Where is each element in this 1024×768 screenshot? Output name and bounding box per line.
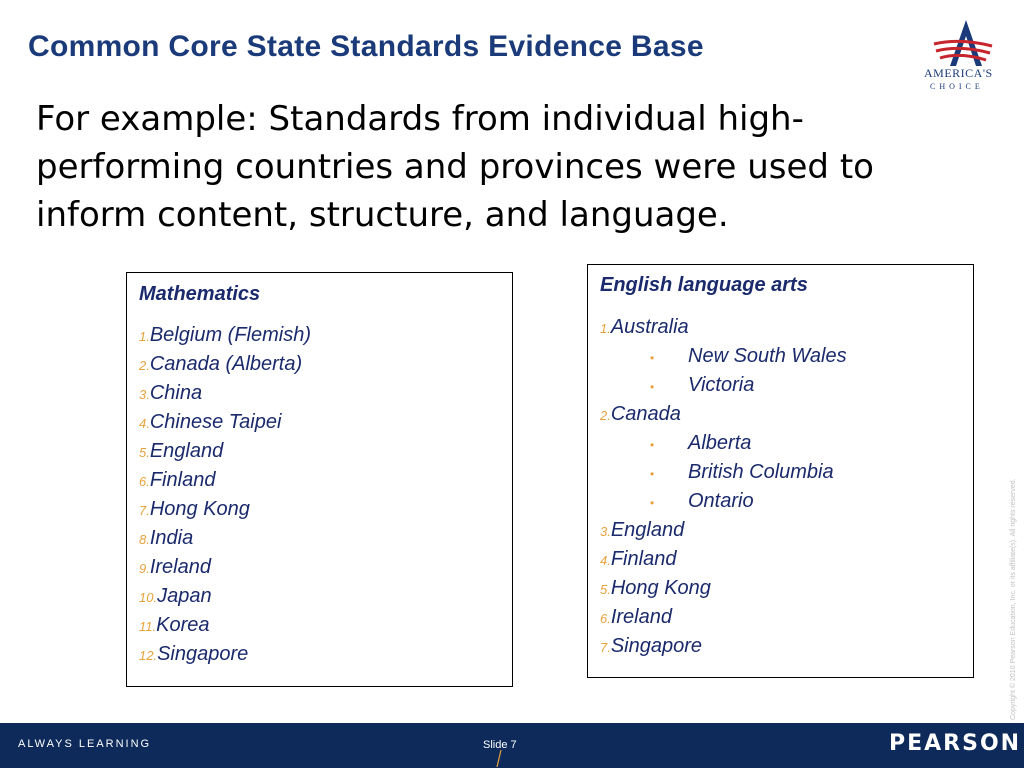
list-label: Ireland (149, 556, 211, 578)
list-label: Singapore (157, 643, 249, 665)
ela-list-item (600, 429, 847, 458)
list-label: Chinese Taipei (149, 411, 282, 433)
ela-list-item (600, 458, 847, 487)
list-number: 3. (600, 524, 611, 539)
list-label: England (610, 519, 685, 541)
ela-list-item (600, 371, 847, 400)
ela-list (600, 313, 847, 661)
ela-list-item (600, 313, 847, 342)
logo-text-americas: AMERICA'S (924, 66, 993, 80)
mathematics-list-item (139, 437, 311, 466)
ela-list-item (600, 487, 847, 516)
ela-list-item (600, 342, 847, 371)
bullet-icon: • (650, 380, 655, 394)
list-number: 6. (139, 474, 150, 489)
ela-heading: English language arts (600, 274, 808, 296)
list-number: 9. (139, 561, 150, 576)
intro-text: For example: Standards from individual high-performing countries and provinces were used to inform content, structure, and language. (36, 99, 874, 235)
list-number: 2. (139, 358, 150, 373)
list-number: 5. (600, 582, 611, 597)
bullet-icon: • (650, 496, 655, 510)
list-number: 6. (600, 611, 611, 626)
list-label: Hong Kong (149, 498, 250, 520)
list-label: Hong Kong (610, 577, 711, 599)
list-label: Ontario (688, 490, 754, 512)
list-label: Ireland (610, 606, 672, 628)
list-label: Japan (157, 585, 212, 607)
ela-list-item (600, 603, 847, 632)
copyright-notice: Copyright © 2010 Pearson Education, Inc. or its affiliate(s). All rights reserved. (1010, 478, 1017, 720)
mathematics-list-item (139, 379, 311, 408)
list-number: 4. (139, 416, 150, 431)
ela-list-item (600, 516, 847, 545)
mathematics-list (139, 321, 311, 669)
mathematics-list-item (139, 524, 311, 553)
mathematics-list-item (139, 640, 311, 669)
list-label: New South Wales (688, 345, 847, 367)
mathematics-list-item (139, 466, 311, 495)
mathematics-list-item (139, 582, 311, 611)
list-number: 11. (139, 619, 157, 634)
list-label: Canada (Alberta) (149, 353, 303, 375)
mathematics-list-item (139, 408, 311, 437)
list-number: 1. (139, 329, 150, 344)
slide-number: Slide 7 (483, 739, 517, 751)
ela-list-item (600, 400, 847, 429)
ela-list-item (600, 545, 847, 574)
mathematics-list-item (139, 321, 311, 350)
list-number: 7. (600, 640, 611, 655)
list-label: British Columbia (688, 461, 834, 483)
list-label: China (149, 382, 203, 404)
mathematics-list-item (139, 611, 311, 640)
list-label: England (149, 440, 224, 462)
list-label: Belgium (Flemish) (149, 324, 311, 346)
mathematics-heading: Mathematics (139, 283, 261, 305)
slide-title: Common Core State Standards Evidence Base (28, 30, 704, 63)
list-label: Finland (610, 548, 677, 570)
list-number: 3. (139, 387, 150, 402)
mathematics-list-item (139, 553, 311, 582)
slide-mark-icon (494, 749, 504, 768)
mathematics-list-item (139, 495, 311, 524)
list-label: Finland (149, 469, 216, 491)
list-number: 1. (600, 321, 611, 336)
list-label: Singapore (610, 635, 703, 657)
mathematics-list-item (139, 350, 311, 379)
list-number: 12. (139, 648, 158, 663)
list-label: Alberta (688, 432, 752, 454)
list-number: 8. (139, 532, 150, 547)
list-label: Korea (156, 614, 210, 636)
list-label: Australia (610, 316, 689, 338)
bullet-icon: • (650, 467, 655, 481)
ela-list-item (600, 632, 847, 661)
footer-bar (0, 723, 1024, 768)
ela-box (587, 264, 974, 678)
list-label: Canada (610, 403, 681, 425)
logo-text-choice: CHOICE (930, 82, 984, 91)
pearson-logo: PEARSON (889, 731, 1022, 756)
mathematics-box (126, 272, 513, 687)
list-number: 10. (139, 590, 158, 605)
list-number: 4. (600, 553, 611, 568)
list-number: 5. (139, 445, 150, 460)
list-label: India (149, 527, 194, 549)
list-label: Victoria (688, 374, 755, 396)
bullet-icon: • (650, 351, 655, 365)
footer-tagline: ALWAYS LEARNING (18, 738, 152, 750)
list-number: 7. (139, 503, 150, 518)
ela-list-item (600, 574, 847, 603)
list-number: 2. (600, 408, 611, 423)
bullet-icon: • (650, 438, 655, 452)
